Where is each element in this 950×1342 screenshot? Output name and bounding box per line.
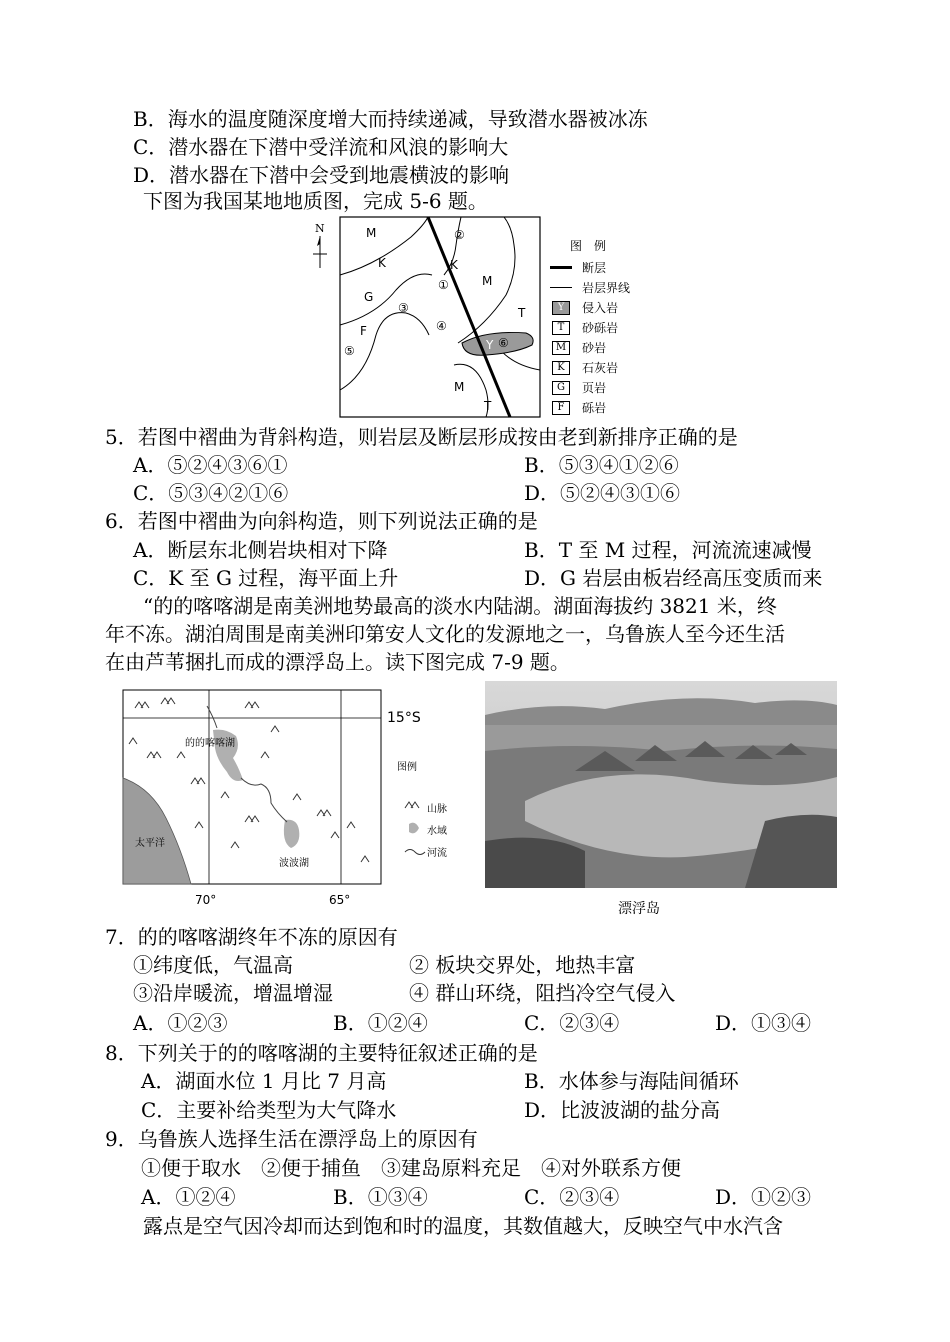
legend-water-icon xyxy=(409,823,419,834)
legend-river: 河流 xyxy=(427,848,447,859)
legend-k-label: 石灰岩 xyxy=(582,361,619,375)
q9-option-b: B．①③④ xyxy=(333,1185,428,1209)
q9-option-a: A．①②④ xyxy=(141,1185,236,1209)
poopo-label: 波波湖 xyxy=(279,858,309,869)
legend-box-g: G xyxy=(552,381,570,395)
q8-option-d: D．比波波湖的盐分高 xyxy=(524,1098,721,1122)
q6-option-b: B．T 至 M 过程，河流流速减慢 xyxy=(524,538,812,562)
label-t2: T xyxy=(484,399,492,413)
legend-fault: 断层 xyxy=(582,261,607,275)
q6-stem: 6．若图中褶曲为向斜构造，则下列说法正确的是 xyxy=(105,509,538,533)
q9-option-d: D．①②③ xyxy=(715,1185,812,1209)
geology-legend xyxy=(548,236,658,416)
legend-title: 图 例 xyxy=(570,239,607,253)
q8-option-c: C．主要补给类型为大气降水 xyxy=(141,1098,397,1122)
label-g: G xyxy=(364,290,374,304)
legend-boundary: 岩层界线 xyxy=(582,281,631,295)
label-n4: ④ xyxy=(436,319,447,333)
q7-opt-1: ①纬度低，气温高 xyxy=(133,953,293,977)
intro-7-9-line3: 在由芦苇捆扎而成的漂浮岛上。读下图完成 7-9 题。 xyxy=(105,650,570,674)
ocean-label: 太平洋 xyxy=(135,838,165,849)
lat-label: 15°S xyxy=(387,710,421,726)
label-f: F xyxy=(360,324,367,338)
lon-70-label: 70° xyxy=(195,893,217,907)
legend-box-m: M xyxy=(552,341,570,355)
q9-options: ①便于取水 ②便于捕鱼 ③建岛原料充足 ④对外联系方便 xyxy=(141,1156,681,1180)
q5-option-a: A．⑤②④③⑥① xyxy=(133,453,288,477)
legend-water: 水域 xyxy=(427,826,447,837)
q7-opt-4: ④ 群山环绕，阻挡冷空气侵入 xyxy=(409,981,676,1005)
titicaca-label: 的的喀喀湖 xyxy=(185,738,235,749)
foreground-water xyxy=(485,838,585,888)
photo-caption: 漂浮岛 xyxy=(618,901,660,917)
lake-region-map xyxy=(121,688,451,908)
fault-symbol xyxy=(550,266,572,269)
legend-box-t: T xyxy=(552,321,570,335)
q7-stem: 7．的的喀喀湖终年不冻的原因有 xyxy=(105,925,398,949)
boundary-symbol xyxy=(550,287,572,288)
floating-island-photo xyxy=(485,681,837,888)
label-k2: K xyxy=(450,258,458,272)
svg-text:N: N xyxy=(315,222,325,235)
legend-g-label: 页岩 xyxy=(582,381,607,395)
intro-7-9-line2: 年不冻。湖泊周围是南美洲印第安人文化的发源地之一，乌鲁族人至今还生活 xyxy=(105,622,785,646)
q9-option-c: C．②③④ xyxy=(524,1185,620,1209)
label-n2: ② xyxy=(454,228,465,242)
legend-box-f: F xyxy=(552,401,570,415)
intro-7-9-line1: “的的喀喀湖是南美洲地势最高的淡水内陆湖。湖面海拔约 3821 米，终 xyxy=(143,594,777,618)
q6-option-c: C．K 至 G 过程，海平面上升 xyxy=(133,566,399,590)
q7-option-c: C．②③④ xyxy=(524,1011,620,1035)
q5-stem: 5．若图中褶曲为背斜构造，则岩层及断层形成按由老到新排序正确的是 xyxy=(105,425,738,449)
legend-title: 图例 xyxy=(397,762,417,773)
label-m1: M xyxy=(366,226,377,240)
q5-option-d: D．⑤②④③①⑥ xyxy=(524,481,681,505)
legend-mountain: 山脉 xyxy=(427,804,447,815)
north-arrow-icon xyxy=(308,220,332,272)
label-y: Y xyxy=(486,338,494,352)
next-paragraph: 露点是空气因冷却而达到饱和时的温度，其数值越大，反映空气中水汽含 xyxy=(143,1214,783,1238)
label-n1: ① xyxy=(438,278,449,292)
intro-5-6: 下图为我国某地地质图，完成 5-6 题。 xyxy=(143,189,488,213)
legend-y-label: 侵入岩 xyxy=(582,301,619,315)
legend-m-label: 砂岩 xyxy=(582,341,607,355)
q6-option-d: D．G 岩层由板岩经高压变质而来 xyxy=(524,566,823,590)
q5-option-c: C．⑤③④②①⑥ xyxy=(133,481,289,505)
q7-opt-3: ③沿岸暖流，增温增湿 xyxy=(133,981,333,1005)
legend-f-label: 砾岩 xyxy=(582,401,607,415)
q4-option-b: B．海水的温度随深度增大而持续递减，导致潜水器被冰冻 xyxy=(133,107,648,131)
q8-option-b: B．水体参与海陆间循环 xyxy=(524,1069,739,1093)
legend-box-y: Y xyxy=(552,301,570,315)
q6-option-a: A．断层东北侧岩块相对下降 xyxy=(133,538,388,562)
legend-box-k: K xyxy=(552,361,570,375)
q4-option-d: D．潜水器在下潜中会受到地震横波的影响 xyxy=(133,163,510,187)
label-n5: ⑤ xyxy=(344,344,355,358)
q5-option-b: B．⑤③④①②⑥ xyxy=(524,453,679,477)
q7-option-d: D．①③④ xyxy=(715,1011,812,1035)
q7-option-b: B．①②④ xyxy=(333,1011,428,1035)
q4-option-c: C．潜水器在下潜中受洋流和风浪的影响大 xyxy=(133,135,509,159)
q8-option-a: A．湖面水位 1 月比 7 月高 xyxy=(141,1069,387,1093)
label-n3: ③ xyxy=(398,301,409,315)
label-k1: K xyxy=(378,256,386,270)
legend-t-label: 砂砾岩 xyxy=(582,321,619,335)
label-m2: M xyxy=(482,274,493,288)
q7-opt-2: ② 板块交界处，地热丰富 xyxy=(409,953,636,977)
lon-65-label: 65° xyxy=(329,893,351,907)
q8-stem: 8．下列关于的的喀喀湖的主要特征叙述正确的是 xyxy=(105,1041,538,1065)
geology-map xyxy=(336,215,541,418)
label-n6: ⑥ xyxy=(498,336,509,350)
legend-mountain-icon xyxy=(405,802,419,808)
label-t1: T xyxy=(518,306,526,320)
q9-stem: 9．乌鲁族人选择生活在漂浮岛上的原因有 xyxy=(105,1127,478,1151)
q7-option-a: A．①②③ xyxy=(133,1011,228,1035)
label-m3: M xyxy=(454,380,465,394)
legend-river-icon xyxy=(405,850,425,855)
